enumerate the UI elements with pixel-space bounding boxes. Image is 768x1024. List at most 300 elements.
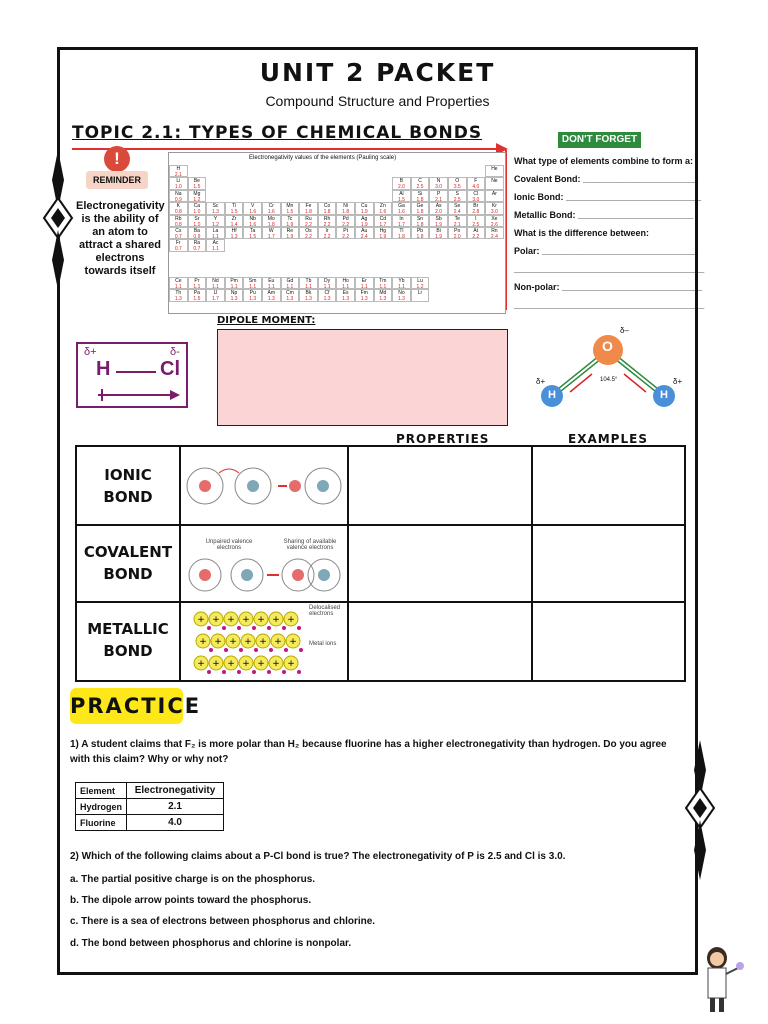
element-symbol: Pu (249, 290, 256, 297)
ionic-bond-diagram (183, 461, 345, 511)
periodic-table-title: Electronegativity values of the elements (Pauling scale) (249, 155, 397, 161)
element-symbol: Eu (268, 278, 275, 284)
element-value: 2.5 (453, 196, 461, 203)
element-value: 2.0 (435, 209, 443, 216)
covalent-bond-label: COVALENT BOND (83, 543, 173, 583)
element-symbol: H (176, 166, 181, 172)
empty-cell (336, 239, 355, 251)
element-value: 3.5 (453, 184, 461, 191)
empty-cell (281, 165, 300, 177)
ion-charge: + (229, 637, 237, 647)
element-value: 1.6 (249, 221, 257, 228)
covalent-caption-left: Unpaired valence electrons (205, 539, 253, 551)
element-symbol: Hf (231, 227, 237, 234)
element-cell (169, 165, 188, 177)
element-value: 1.3 (267, 296, 275, 303)
empty-cell (336, 165, 355, 177)
empty-cell (243, 190, 262, 202)
element-cell (411, 289, 430, 301)
element-symbol: Al (399, 190, 404, 197)
element-value: 1.6 (379, 209, 387, 216)
element-value: 1.3 (286, 296, 294, 303)
element-symbol: W (268, 227, 274, 234)
empty-cell (299, 165, 318, 177)
delocalised-electron (299, 648, 303, 652)
element-cell (225, 202, 244, 214)
df-line: Polar: _______________________________ (514, 246, 698, 256)
ion-charge: + (212, 615, 220, 625)
element-symbol: Ag (361, 215, 368, 222)
df-line: ______________________________________ (514, 300, 705, 310)
delocalised-electron (284, 648, 288, 652)
empty-cell (485, 239, 504, 251)
element-symbol: Kr (491, 203, 497, 210)
exclamation-icon: ! (104, 146, 130, 172)
element-cell (206, 202, 225, 214)
element-cell (225, 215, 244, 227)
element-cell (429, 190, 448, 202)
element-cell (429, 215, 448, 227)
delocalised-electron (297, 626, 301, 630)
periodic-table (168, 152, 506, 314)
element-value: 1.3 (230, 233, 238, 240)
element-symbol: P (436, 190, 441, 197)
empty-cell (411, 165, 430, 177)
element-value: 1.2 (193, 196, 201, 203)
element-value: 1.8 (416, 221, 424, 228)
element-value: 1.9 (286, 221, 294, 228)
element-symbol: Ar (491, 190, 497, 197)
delocalised-electron (224, 648, 228, 652)
element-symbol: As (435, 203, 442, 210)
element-cell (262, 227, 281, 239)
delocalised-electron (252, 626, 256, 630)
element-symbol: Au (361, 227, 368, 234)
element-cell (243, 289, 262, 301)
element-symbol: Rh (323, 215, 331, 222)
element-cell (411, 190, 430, 202)
element-value: 1.3 (230, 296, 238, 303)
element-cell (299, 289, 318, 301)
option-c[interactable]: c. There is a sea of electrons between phosphorus and chlorine. (70, 916, 376, 927)
empty-cell (243, 239, 262, 251)
element-value: 0.8 (174, 221, 182, 228)
empty-cell (467, 239, 486, 251)
element-cell (429, 202, 448, 214)
element-value: 1.1 (323, 284, 331, 290)
element-symbol: Am (267, 290, 276, 297)
element-value: 1.1 (230, 284, 238, 290)
element-value: 2.0 (453, 233, 461, 240)
element-cell (243, 227, 262, 239)
element-symbol: Po (454, 227, 461, 234)
element-cell (355, 215, 374, 227)
element-symbol: Ce (175, 278, 182, 284)
dipole-answer-box[interactable] (217, 329, 508, 426)
element-symbol: Rn (491, 227, 498, 234)
element-cell (299, 277, 318, 289)
element-symbol: Nd (212, 278, 219, 284)
empty-cell (225, 239, 244, 251)
element-value: 1.1 (212, 284, 219, 290)
element-symbol: Pm (230, 278, 238, 284)
element-value: 2.2 (323, 221, 331, 228)
element-value: 1.2 (416, 284, 424, 290)
delocalised-electron (269, 648, 273, 652)
element-value: 1.3 (323, 296, 331, 303)
df-line: Metallic Bond: _______________________ (514, 210, 694, 220)
bond-line (116, 371, 156, 373)
element-symbol: Ca (193, 203, 201, 210)
ion-charge: + (199, 637, 207, 647)
empty-cell (448, 165, 467, 177)
element-value: 0.9 (193, 233, 201, 240)
element-symbol: Nb (249, 215, 256, 222)
delocalised-electron (222, 626, 226, 630)
element-value: 3.0 (490, 209, 498, 216)
element-value: 1.3 (397, 296, 405, 303)
h-delta-plus-left: δ+ (536, 377, 546, 386)
ion-charge: + (244, 637, 252, 647)
empty-cell (243, 177, 262, 189)
delocalised-electron (209, 648, 213, 652)
reminder-badge: REMINDER (86, 171, 148, 189)
element-value: 2.2 (342, 233, 350, 240)
element-value: 2.6 (490, 221, 498, 228)
empty-cell (206, 165, 225, 177)
empty-cell (299, 177, 318, 189)
delocalised-electron (297, 670, 301, 674)
element-symbol: Ne (491, 178, 498, 185)
element-symbol: Xe (491, 215, 498, 222)
element-value: 1.5 (193, 296, 201, 303)
element-symbol: V (251, 203, 255, 210)
question-1: 1) A student claims that F₂ is more polar than H₂ because fluorine has a higher electronegativity than hydrogen. Do you agree with this claim? Why or why not? (70, 739, 667, 765)
element-symbol: Te (454, 215, 460, 222)
element-value: 1.7 (267, 233, 275, 240)
element-value: 1.5 (249, 233, 257, 240)
element-cell (318, 202, 337, 214)
element-symbol: Pa (193, 290, 200, 297)
element-symbol: Lu (417, 278, 423, 284)
dont-forget-list (514, 156, 705, 318)
element-symbol: Li (176, 178, 181, 185)
metallic-bond-diagram (191, 609, 303, 675)
element-value: 1.9 (360, 221, 368, 228)
element-symbol: Cm (285, 290, 294, 297)
element-value: 3.0 (435, 184, 443, 191)
element-symbol: Hg (379, 227, 387, 234)
element-symbol: Si (417, 190, 423, 197)
element-symbol: Mg (193, 190, 201, 197)
element-symbol: Sn (416, 215, 424, 222)
element-cell (485, 215, 504, 227)
element-cell (318, 227, 337, 239)
element-symbol: Md (379, 290, 387, 297)
element-symbol: Cf (324, 290, 330, 297)
element-cell (169, 202, 188, 214)
empty-cell (411, 239, 430, 251)
delocalised-electrons-label: Delocalised electrons (309, 605, 341, 617)
element-symbol: Rb (175, 215, 182, 222)
element-value: 1.6 (397, 209, 405, 216)
element-value: 1.1 (174, 284, 182, 290)
ion-charge: + (227, 615, 235, 625)
delocalised-electron (254, 648, 258, 652)
element-symbol: Ti (232, 203, 237, 210)
element-value: 0.7 (174, 233, 182, 240)
empty-cell (336, 190, 355, 202)
ion-charge: + (227, 659, 235, 669)
element-symbol: Ru (305, 215, 312, 222)
element-cell (225, 227, 244, 239)
element-value: 2.4 (453, 209, 461, 216)
oxygen-label: O (602, 338, 613, 354)
dipole-arrow-icon (96, 388, 180, 402)
element-cell (374, 277, 393, 289)
empty-cell (429, 165, 448, 177)
element-cell (262, 289, 281, 301)
ion-charge: + (214, 637, 222, 647)
empty-cell (225, 165, 244, 177)
element-value: 1.5 (397, 196, 405, 203)
element-cell (262, 202, 281, 214)
element-symbol: Co (323, 203, 331, 210)
table-cell: 4.0 (127, 815, 224, 831)
df-line: Covalent Bond: _______________________ (514, 174, 699, 184)
element-symbol: Dy (323, 278, 331, 284)
element-value: 1.1 (249, 284, 257, 290)
element-cell (281, 227, 300, 239)
element-value: 1.1 (267, 284, 275, 290)
element-cell (374, 227, 393, 239)
element-symbol: Fm (360, 290, 368, 297)
element-value: 3.0 (472, 196, 480, 203)
element-symbol: Pt (343, 227, 348, 234)
element-symbol: Cu (361, 203, 368, 210)
element-cell (392, 190, 411, 202)
element-cell (318, 289, 337, 301)
element-value: 1.8 (323, 209, 331, 216)
element-cell (355, 202, 374, 214)
empty-cell (225, 190, 244, 202)
element-cell (262, 277, 281, 289)
empty-cell (355, 239, 374, 251)
element-symbol: U (213, 290, 218, 297)
element-symbol: He (491, 166, 498, 172)
element-cell (485, 202, 504, 214)
page-title: UNIT 2 PACKET (259, 58, 496, 87)
option-d[interactable]: d. The bond between phosphorus and chlorine is nonpolar. (70, 938, 352, 949)
empty-cell (318, 165, 337, 177)
element-cell (225, 289, 244, 301)
element-value: 1.3 (304, 296, 312, 303)
examples-header: EXAMPLES (568, 432, 648, 446)
element-value: 1.7 (379, 221, 387, 228)
element-cell (169, 289, 188, 301)
empty-cell (281, 239, 300, 251)
element-value: 1.5 (230, 209, 238, 216)
element-value: 1.3 (342, 296, 350, 303)
element-symbol: Ho (342, 278, 349, 284)
ion-charge: + (242, 615, 250, 625)
empty-cell (429, 289, 448, 301)
element-cell (355, 289, 374, 301)
element-symbol: K (176, 203, 180, 210)
element-cell (411, 277, 430, 289)
element-symbol: Zn (379, 203, 386, 210)
ion-charge: + (274, 637, 282, 647)
element-cell (262, 215, 281, 227)
element-cell (281, 215, 300, 227)
element-symbol: Re (286, 227, 294, 234)
ion-charge: + (212, 659, 220, 669)
table-header: Electronegativity (127, 783, 224, 799)
element-cell (206, 239, 225, 251)
element-symbol: Tm (379, 278, 387, 284)
element-cell (467, 215, 486, 227)
element-cell (411, 215, 430, 227)
element-cell (281, 277, 300, 289)
element-value: 1.1 (193, 284, 201, 290)
element-value: 2.5 (416, 184, 424, 191)
empty-cell (429, 277, 448, 289)
empty-cell (355, 177, 374, 189)
element-symbol: Y (213, 215, 218, 222)
element-value: 1.1 (304, 284, 312, 290)
empty-cell (467, 165, 486, 177)
df-line: Ionic Bond: ___________________________ (514, 192, 702, 202)
element-cell (336, 289, 355, 301)
element-symbol: Br (473, 203, 479, 210)
element-value: 2.1 (453, 221, 461, 228)
element-symbol: Sc (212, 203, 219, 210)
element-cell (467, 177, 486, 189)
element-cell (188, 227, 207, 239)
option-b[interactable]: b. The dipole arrow points toward the phosphorus. (70, 895, 312, 906)
element-value: 1.9 (360, 209, 368, 216)
element-symbol: Th (175, 290, 182, 297)
element-symbol: Bk (305, 290, 312, 297)
empty-cell (448, 239, 467, 251)
element-symbol: Lr (417, 290, 423, 297)
element-symbol: Pd (342, 215, 349, 222)
element-cell (169, 215, 188, 227)
element-value: 1.8 (267, 221, 275, 228)
element-value: 2.1 (435, 196, 443, 203)
element-cell (188, 289, 207, 301)
empty-cell (355, 190, 374, 202)
delocalised-electron (237, 626, 241, 630)
left-diamond-ornament (40, 150, 76, 290)
element-cell (392, 177, 411, 189)
table-cell: Hydrogen (76, 799, 127, 815)
empty-cell (206, 177, 225, 189)
element-cell (392, 277, 411, 289)
element-value: 1.9 (379, 233, 387, 240)
element-cell (485, 165, 504, 177)
empty-cell (225, 177, 244, 189)
right-diamond-ornament (682, 740, 718, 880)
ion-charge: + (242, 659, 250, 669)
ionic-bond-label: IONIC BOND (103, 466, 153, 506)
empty-cell (206, 190, 225, 202)
element-value: 4.0 (472, 184, 480, 191)
element-cell (448, 190, 467, 202)
element-cell (169, 239, 188, 251)
element-cell (243, 277, 262, 289)
element-symbol: Fe (305, 203, 312, 210)
element-value: 1.0 (193, 221, 201, 228)
element-cell (429, 177, 448, 189)
metallic-bond-label: METALLIC BOND (87, 620, 169, 660)
hydrogen-label-left: H (548, 389, 556, 401)
element-symbol: I (475, 215, 477, 222)
option-a[interactable]: a. The partial positive charge is on the phosphorus. (70, 874, 316, 885)
ion-charge: + (289, 637, 297, 647)
element-symbol: S (455, 190, 459, 197)
delta-minus-label: δ- (170, 346, 180, 358)
element-value: 0.9 (174, 196, 182, 203)
delta-plus-label: δ+ (84, 346, 97, 358)
element-cell (448, 227, 467, 239)
hydrogen-symbol: H (96, 358, 111, 380)
element-symbol: Tc (287, 215, 293, 222)
element-value: 1.5 (286, 209, 294, 216)
element-value: 1.7 (397, 221, 405, 228)
element-cell (169, 277, 188, 289)
empty-cell (262, 190, 281, 202)
electronegativity-table (75, 782, 224, 831)
ion-charge: + (257, 615, 265, 625)
element-symbol: Ir (325, 227, 329, 234)
element-cell (206, 289, 225, 301)
element-cell (374, 202, 393, 214)
empty-cell (281, 190, 300, 202)
element-symbol: Cs (175, 227, 182, 234)
empty-cell (374, 177, 393, 189)
element-cell (336, 215, 355, 227)
empty-cell (299, 239, 318, 251)
hcl-dipole-diagram (76, 342, 188, 408)
element-cell (467, 190, 486, 202)
element-cell (448, 177, 467, 189)
element-symbol: C (418, 178, 422, 185)
element-cell (318, 277, 337, 289)
element-symbol: Yb (398, 278, 405, 284)
delocalised-electron (222, 670, 226, 674)
empty-cell (429, 239, 448, 251)
element-cell (392, 289, 411, 301)
reminder-text: Electronegativity is the ability of an atom to attract a shared electrons towards itself (76, 200, 165, 277)
element-cell (355, 227, 374, 239)
f-block-grid (169, 277, 448, 302)
element-value: 2.5 (472, 221, 480, 228)
empty-cell (262, 165, 281, 177)
empty-cell (262, 239, 281, 251)
element-cell (336, 202, 355, 214)
metal-ions-label: Metal ions (309, 641, 337, 647)
empty-cell (374, 190, 393, 202)
element-cell (225, 277, 244, 289)
element-value: 1.8 (304, 209, 312, 216)
ion-charge: + (257, 659, 265, 669)
element-symbol: F (474, 178, 478, 185)
bond-types-table (75, 445, 686, 682)
element-value: 2.8 (472, 209, 480, 216)
element-symbol: B (399, 178, 404, 185)
element-symbol: Sm (248, 278, 257, 284)
